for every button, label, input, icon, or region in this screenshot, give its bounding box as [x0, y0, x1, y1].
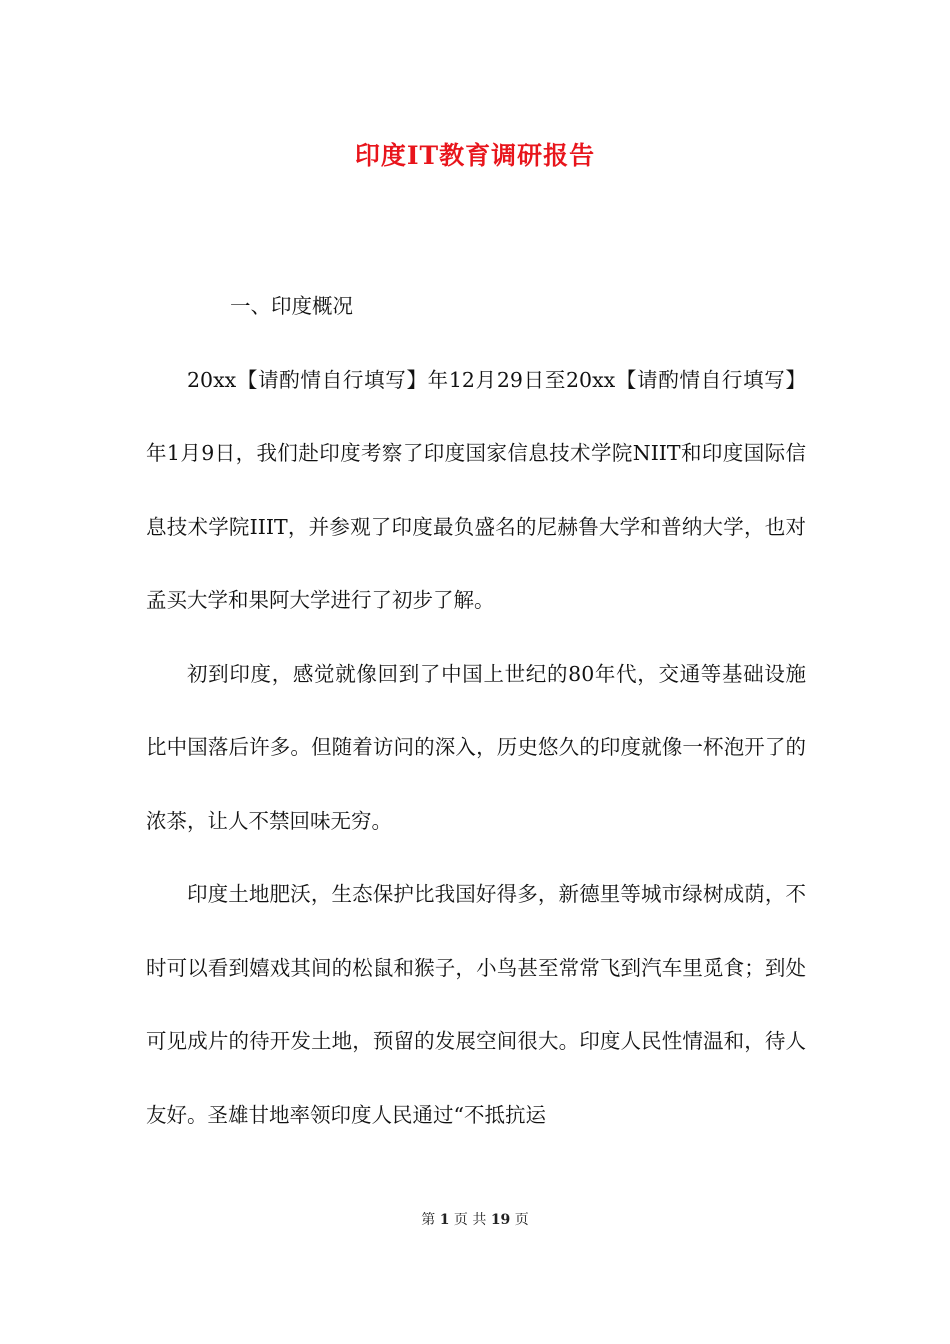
- document-title: 印度IT教育调研报告: [354, 141, 596, 170]
- document-body: [146, 270, 806, 1152]
- total-page-count: 19: [490, 1212, 511, 1228]
- footer-prefix: 第: [421, 1212, 436, 1228]
- current-page-number: 1: [439, 1212, 450, 1228]
- paragraph: 20xx【请酌情自行填写】年12月29日至20xx【请酌情自行填写】年1月9日，我们赴印度考察了印度国家信息技术学院NIIT和印度国际信息技术学院IIIT，并参观了印度最负盛名的尼赫鲁大学和普纳大学，也对孟买大学和果阿大学进行了初步了解。: [146, 367, 806, 612]
- section-heading: 一、印度概况: [230, 294, 353, 318]
- footer-middle: 页 共: [453, 1212, 487, 1228]
- footer-suffix: 页: [514, 1212, 529, 1228]
- paragraph: 印度土地肥沃，生态保护比我国好得多，新德里等城市绿树成荫，不时可以看到嬉戏其间的松鼠和猴子，小鸟甚至常常飞到汽车里觅食；到处可见成片的待开发土地，预留的发展空间很大。印度人民性情温和，待人友好。圣雄甘地率领印度人民通过“不抵抗运: [146, 882, 806, 1127]
- page-footer: [0, 1209, 950, 1229]
- paragraph: 初到印度，感觉就像回到了中国上世纪的80年代，交通等基础设施比中国落后许多。但随着访问的深入，历史悠久的印度就像一杯泡开了的浓茶，让人不禁回味无穷。: [146, 661, 806, 833]
